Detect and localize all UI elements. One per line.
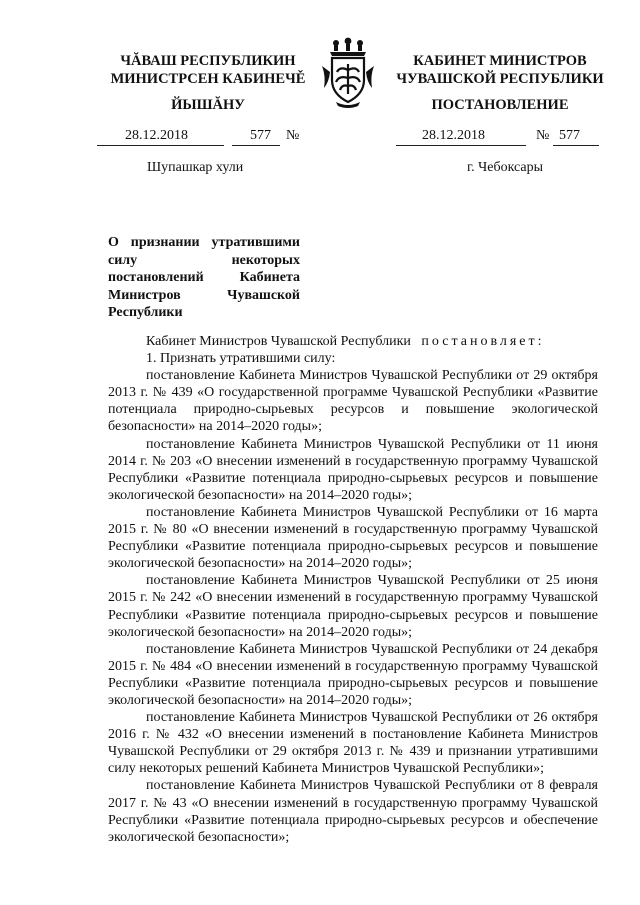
right-number-underline <box>553 145 599 146</box>
right-number-sign: № <box>536 128 550 143</box>
intro-text: Кабинет Министров Чувашской Республики <box>146 334 411 349</box>
left-number: 577 <box>250 128 271 143</box>
header-right-title <box>395 52 605 88</box>
list-item: постановление Кабинета Министров Чувашской Республики от 25 июня 2015 г. № 242 «О внесении изменений в государственную программу Чувашской Республики «Развитие потенциала природно-сырьевых ресурсов и повышение экологической безопасности» на 2014–2020 годы»; <box>108 573 598 640</box>
document-body <box>108 333 598 846</box>
intro-paragraph <box>108 333 598 350</box>
point-1: 1. Признать утратившими силу: <box>146 351 336 367</box>
left-date: 28.12.2018 <box>125 128 188 143</box>
list-item: постановление Кабинета Министров Чувашской Республики от 26 октября 2016 г. № 432 «О внесении изменений в постановление Кабинета Министров Чувашской Республики от 29 октября 2013 г. № 439 и признании утратившими силу некоторых решений Кабинета Министров Чувашской Республики»; <box>108 710 598 777</box>
right-date-underline <box>396 145 526 146</box>
document-title: О признании утратившими силу некоторых постановлений Кабинета Министров Чувашской Республики <box>108 235 300 320</box>
left-number-underline <box>232 145 280 146</box>
header-right-line2: ЧУВАШСКОЙ РЕСПУБЛИКИ <box>396 71 604 87</box>
right-number: 577 <box>559 128 580 143</box>
right-city: г. Чебоксары <box>467 160 544 175</box>
chuvash-emblem-icon <box>318 36 378 110</box>
list-item: постановление Кабинета Министров Чувашской Республики от 8 февраля 2017 г. № 43 «О внесении изменений в государственную программу Чувашской Республики «Развитие потенциала природно-сырьевых ресурсов и обеспечение экологической безопасности»; <box>108 778 598 845</box>
list-item: постановление Кабинета Министров Чувашской Республики от 16 марта 2015 г. № 80 «О внесении изменений в государственную программу Чувашской Республики «Развитие потенциала природно-сырьевых ресурсов и повышение экологической безопасности» на 2014–2020 годы»; <box>108 504 598 572</box>
header-right-line1: КАБИНЕТ МИНИСТРОВ <box>413 53 587 69</box>
header-right-doc-type: ПОСТАНОВЛЕНИЕ <box>431 97 569 113</box>
left-city: Шупашкар хули <box>147 160 244 175</box>
header-left-doc-type: ЙЫШĂНУ <box>171 97 245 113</box>
list-item: постановление Кабинета Министров Чувашской Республики от 11 июня 2014 г. № 203 «О внесении изменений в государственную программу Чувашской Республики «Развитие потенциала природно-сырьевых ресурсов и повышение экологической безопасности» на 2014–2020 годы»; <box>108 436 598 503</box>
intro-resolves: постановляет: <box>421 334 545 349</box>
header-left-line1: ЧĂВАШ РЕСПУБЛИКИН <box>120 53 296 69</box>
left-number-sign: № <box>286 128 300 143</box>
header-left-title <box>88 52 328 88</box>
list-item: постановление Кабинета Министров Чувашской Республики от 29 октября 2013 г. № 439 «О государственной программе Чувашской Республики «Развитие потенциала природно-сырьевых ресурсов и повышение экологической безопасности» на 2014–2020 годы»; <box>108 368 598 435</box>
header-left-line2: МИНИСТРСЕН КАБИНЕЧĚ <box>110 71 306 87</box>
right-date: 28.12.2018 <box>422 128 485 143</box>
list-item: постановление Кабинета Министров Чувашской Республики от 24 декабря 2015 г. № 484 «О внесении изменений в государственную программу Чувашской Республики «Развитие потенциала природно-сырьевых ресурсов и повышение экологической безопасности» на 2014–2020 годы»; <box>108 641 598 708</box>
left-date-underline <box>97 145 224 146</box>
